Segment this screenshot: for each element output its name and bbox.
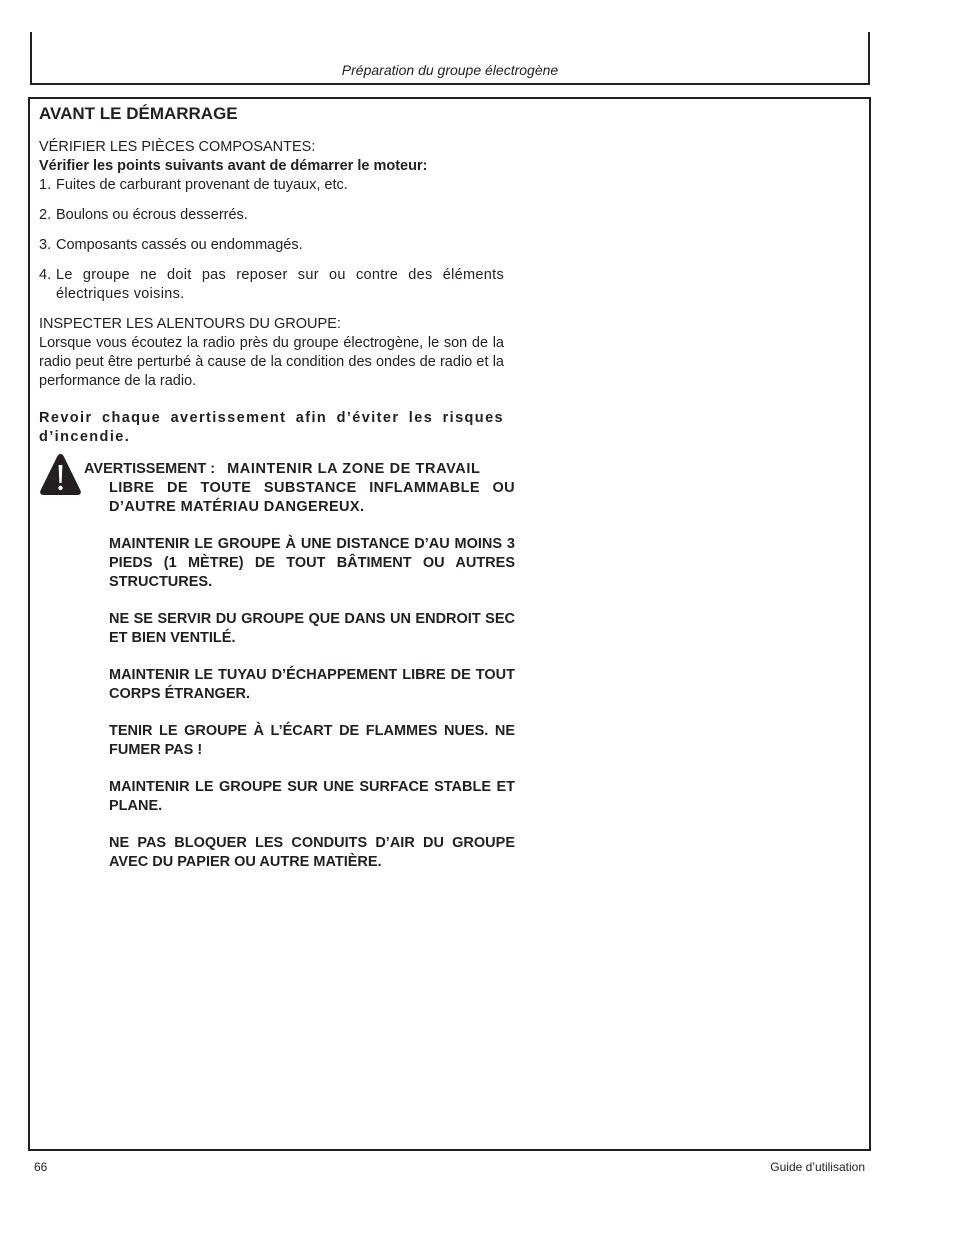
list-item-text: Le groupe ne doit pas reposer sur ou contre des éléments électriques voisins. (56, 267, 504, 302)
list-item-number: 3. (39, 237, 52, 253)
list-item-text: Boulons ou écrous desserrés. (56, 207, 248, 223)
list-item (39, 176, 504, 195)
list-item-text: Composants cassés ou endommagés. (56, 237, 303, 253)
warning-triangle-icon (39, 452, 82, 497)
check-intro: Vérifier les points suivants avant de démarrer le moteur: (39, 158, 428, 174)
warning-paragraphs (109, 535, 515, 872)
warning-paragraph: MAINTENIR LE GROUPE SUR UNE SURFACE STABLE ET PLANE. (109, 779, 515, 814)
list-item (39, 266, 504, 304)
list-item-number: 2. (39, 207, 52, 223)
header-rule-bottom (30, 83, 870, 85)
warning-block (39, 452, 515, 872)
list-item-text: Fuites de carburant provenant de tuyaux, etc. (56, 177, 348, 193)
list-item-number: 4. (39, 267, 52, 283)
section-title: AVANT LE DÉMARRAGE (39, 104, 238, 123)
check-heading: VÉRIFIER LES PIÈCES COMPOSANTES: (39, 139, 316, 155)
warning-paragraph: MAINTENIR LE GROUPE À UNE DISTANCE D’AU MOINS 3 PIEDS (1 MÈTRE) DE TOUT BÂTIMENT OU AUTRES STRUCTURES. (109, 536, 515, 590)
warning-paragraph: NE SE SERVIR DU GROUPE QUE DANS UN ENDROIT SEC ET BIEN VENTILÉ. (109, 611, 515, 646)
inspect-text: Lorsque vous écoutez la radio près du groupe électrogène, le son de la radio peut être perturbé à cause de la condition des ondes de radio et la performance de la radio. (39, 335, 504, 389)
warning-label: AVERTISSEMENT : (84, 461, 216, 477)
inspect-heading: INSPECTER LES ALENTOURS DU GROUPE: (39, 316, 341, 332)
running-header: Préparation du groupe électrogène (341, 62, 559, 78)
warning-paragraph: TENIR LE GROUPE À L’ÉCART DE FLAMMES NUES. NE FUMER PAS ! (109, 723, 515, 758)
check-list (39, 176, 504, 304)
warning-first (84, 460, 515, 517)
footer-doc-title: Guide d’utilisation (770, 1160, 865, 1174)
page-number: 66 (34, 1160, 48, 1174)
list-item (39, 206, 504, 225)
warning-first-line: MAINTENIR LA ZONE DE TRAVAIL (227, 461, 481, 477)
main-column (39, 104, 504, 447)
fire-note: Revoir chaque avertissement afin d’éviter les risques d’incendie. (39, 410, 504, 445)
warning-paragraph: MAINTENIR LE TUYAU D’ÉCHAPPEMENT LIBRE DE TOUT CORPS ÉTRANGER. (109, 667, 515, 702)
list-item (39, 236, 504, 255)
warning-paragraph: NE PAS BLOQUER LES CONDUITS D’AIR DU GROUPE AVEC DU PAPIER OU AUTRE MATIÈRE. (109, 835, 515, 870)
list-item-number: 1. (39, 177, 52, 193)
warning-first-cont: LIBRE DE TOUTE SUBSTANCE INFLAMMABLE OU D’AUTRE MATÉRIAU DANGEREUX. (109, 480, 515, 515)
